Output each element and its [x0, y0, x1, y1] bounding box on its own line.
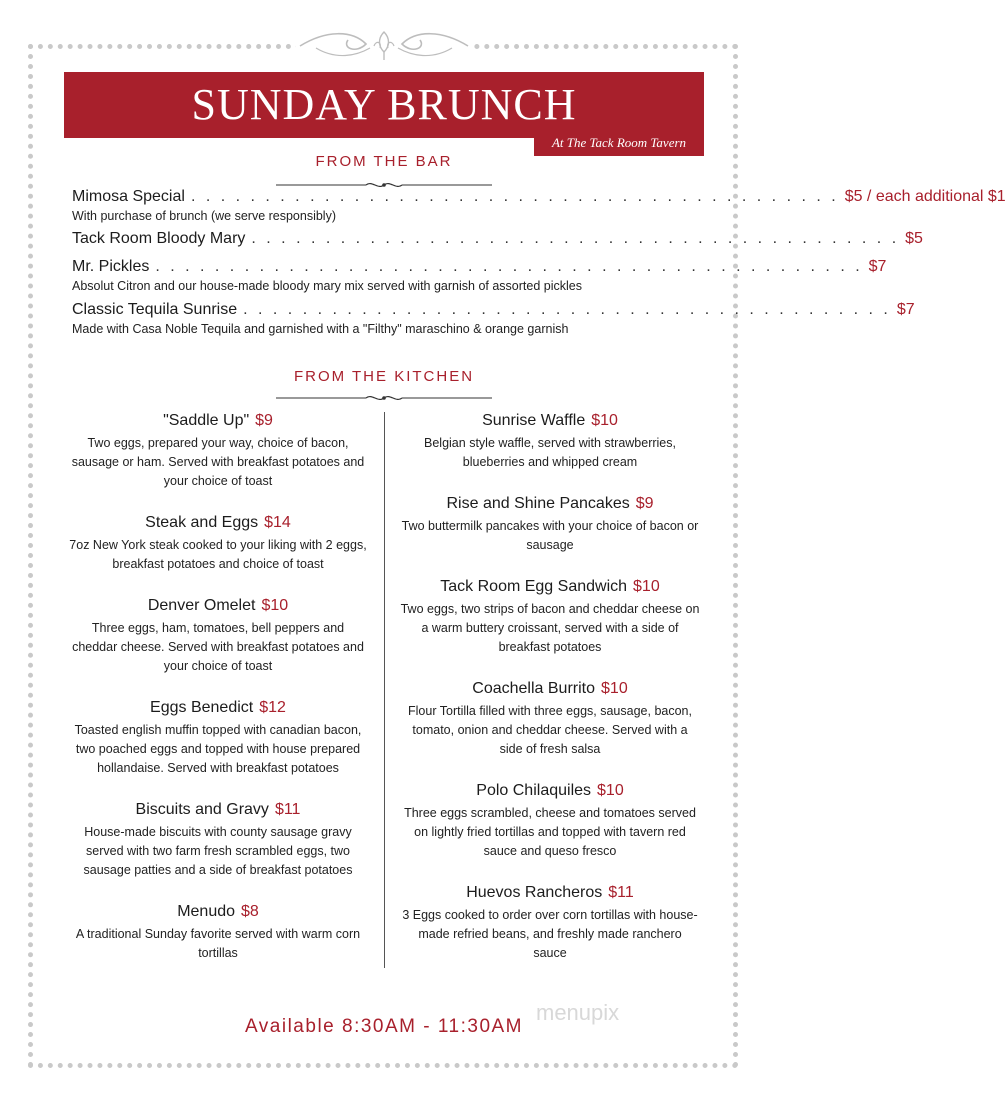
menu-item: [400, 882, 700, 963]
item-description: Two eggs, prepared your way, choice of bacon, sausage or ham. Served with breakfast potatoes and your choice of toast: [71, 436, 365, 488]
item-name: Sunrise Waffle: [482, 412, 586, 429]
menu-item: [68, 799, 368, 880]
item-price: $5: [905, 230, 923, 247]
bar-item-mimosa: [72, 186, 1006, 224]
dot-leader: . . . . . . . . . . . . . . . . . . . . . . . . . . . . . . . . . . . . . . . . . . . .: [251, 230, 900, 247]
item-name: Coachella Burrito: [472, 680, 596, 697]
item-price: $11: [608, 884, 634, 901]
item-price: $10: [597, 782, 624, 799]
item-name: Polo Chilaquiles: [476, 782, 592, 799]
item-name: Mimosa Special: [72, 188, 185, 205]
item-description: With purchase of brunch (we serve responsibly): [72, 209, 337, 223]
item-price: $5 / each additional $1: [844, 188, 1006, 205]
item-name: Denver Omelet: [147, 597, 256, 614]
item-price: $10: [633, 578, 660, 595]
item-name: Mr. Pickles: [72, 258, 150, 275]
menu-item: [68, 901, 368, 963]
item-price: $7: [896, 301, 915, 318]
bar-heading: FROM THE BAR: [315, 153, 453, 170]
item-description: House-made biscuits with county sausage gravy served with two farm fresh scrambled eggs, two sausage patties and a side of breakfast potatoes: [83, 825, 353, 877]
title-banner: [64, 72, 704, 138]
item-description: Toasted english muffin topped with canadian bacon, two poached eggs and topped with house prepared hollandaise. Served with breakfast potatoes: [74, 723, 362, 775]
availability-hours: Available 8:30AM - 11:30AM: [244, 1016, 524, 1037]
item-description: Three eggs, ham, tomatoes, bell peppers and cheddar cheese. Served with breakfast potatoes and your choice of toast: [72, 621, 364, 673]
menu-item: [400, 780, 700, 861]
item-name: Rise and Shine Pancakes: [446, 495, 630, 512]
item-name: Menudo: [177, 903, 236, 920]
menu-item: [400, 493, 700, 555]
item-description: 7oz New York steak cooked to your liking with 2 eggs, breakfast potatoes and choice of toast: [69, 538, 367, 571]
venue-subtitle: At The Tack Room Tavern: [534, 130, 704, 156]
item-description: Flour Tortilla filled with three eggs, sausage, bacon, tomato, onion and cheddar cheese. Served with a side of fresh salsa: [408, 704, 692, 756]
item-name: Tack Room Bloody Mary: [72, 230, 246, 247]
item-name: Steak and Eggs: [145, 514, 259, 531]
item-description: Belgian style waffle, served with strawberries, blueberries and whipped cream: [424, 436, 676, 469]
item-description: Two eggs, two strips of bacon and cheddar cheese on a warm buttery croissant, served with a side of breakfast potatoes: [400, 602, 700, 654]
page-title: SUNDAY BRUNCH: [191, 80, 577, 129]
item-name: Biscuits and Gravy: [135, 801, 269, 818]
item-description: Three eggs scrambled, cheese and tomatoes served on lightly fried tortillas and topped with tavern red sauce and queso fresco: [404, 806, 696, 858]
bar-item-tequila-sunrise: [72, 299, 915, 337]
item-description: Made with Casa Noble Tequila and garnished with a "Filthy" maraschino & orange garnish: [72, 322, 569, 336]
item-name: Huevos Rancheros: [466, 884, 603, 901]
item-description: 3 Eggs cooked to order over corn tortillas with house-made refried beans, and freshly made ranchero sauce: [402, 908, 698, 960]
bar-item-mr-pickles: [72, 256, 887, 294]
watermark: menupix: [536, 1000, 620, 1025]
menu-item: [400, 678, 700, 759]
item-price: $10: [591, 412, 618, 429]
item-name: "Saddle Up": [163, 412, 250, 429]
item-description: Two buttermilk pancakes with your choice of bacon or sausage: [401, 519, 699, 552]
kitchen-left-column: [68, 410, 368, 984]
item-name: Eggs Benedict: [150, 699, 254, 716]
item-description: Absolut Citron and our house-made bloody mary mix served with garnish of assorted pickles: [72, 279, 582, 293]
item-description: A traditional Sunday favorite served with warm corn tortillas: [75, 927, 361, 960]
item-price: $12: [259, 699, 286, 716]
item-price: $14: [264, 514, 291, 531]
item-price: $9: [635, 495, 654, 512]
dot-leader: . . . . . . . . . . . . . . . . . . . . . . . . . . . . . . . . . . . . . . . . . . . . . . . .: [155, 258, 863, 275]
menu-item: [68, 512, 368, 574]
kitchen-right-column: [400, 410, 700, 984]
bar-menu: [72, 186, 1006, 337]
item-price: $7: [868, 258, 887, 275]
item-price: $11: [274, 801, 301, 818]
menu-item: [68, 697, 368, 778]
menu-item: [68, 595, 368, 676]
menu-item: [400, 576, 700, 657]
dot-leader: . . . . . . . . . . . . . . . . . . . . . . . . . . . . . . . . . . . . . . . . . . . .: [190, 188, 839, 205]
bar-item-bloody-mary: [72, 228, 923, 250]
flourish-ornament-icon: [296, 26, 472, 66]
divider-scroll-icon: [0, 390, 768, 400]
item-price: $8: [241, 903, 259, 920]
item-name: Classic Tequila Sunrise: [72, 301, 238, 318]
item-price: $10: [261, 597, 289, 614]
column-divider: [384, 412, 385, 968]
menu-item: [400, 410, 700, 472]
item-name: Tack Room Egg Sandwich: [440, 578, 628, 595]
menu-item: [68, 410, 368, 491]
dot-leader: . . . . . . . . . . . . . . . . . . . . . . . . . . . . . . . . . . . . . . . . . . . .: [243, 301, 891, 318]
item-price: $9: [255, 412, 273, 429]
item-price: $10: [601, 680, 628, 697]
kitchen-heading: FROM THE KITCHEN: [293, 368, 475, 385]
